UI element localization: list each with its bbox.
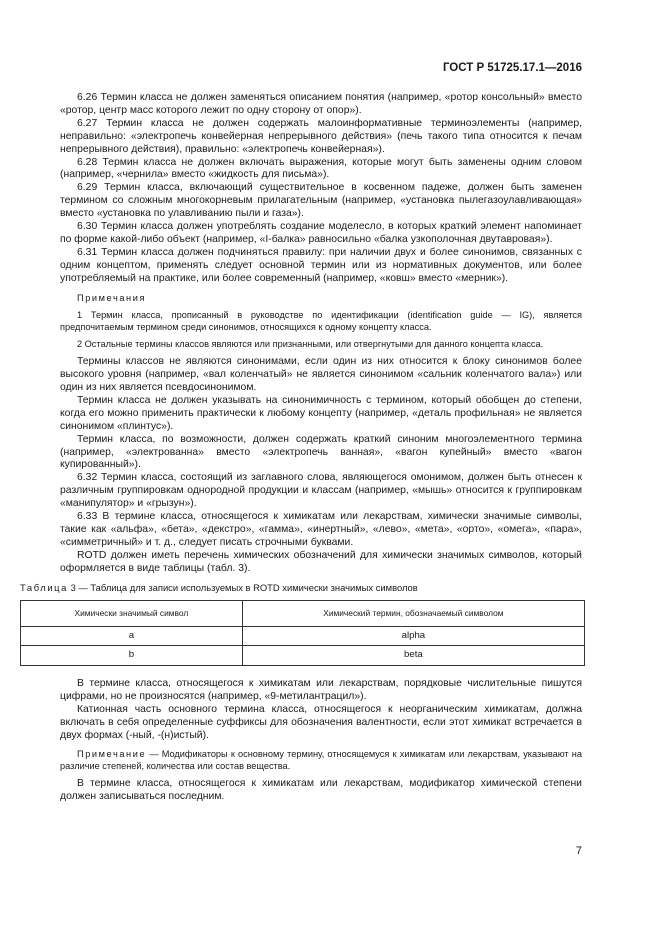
paragraph: 6.30 Термин класса должен употреблять создание моделесло, в которых краткий элемент напоминает по форме какой-либо объект (например, «I-балка» равносильно «балка узкополочная двутавровая»).	[60, 221, 582, 245]
paragraph: В термине класса, относящегося к химикатам или лекарствам, модификатор химической степени должен записываться последним.	[60, 778, 582, 803]
column-header: Химически значимый символ	[21, 600, 243, 626]
paragraph: ROTD должен иметь перечень химических обозначений для химически значимых символов, который оформляется в виде таблицы (табл. 3).	[60, 549, 582, 574]
paragraph: 6.31 Термин класса должен подчиняться правилу: при наличии двух и более синонимов, связанных с одним концептом, применять следует основной термин или из нормативных документов, или более употребляемый на практике, или более современный (например, «ковш» вместо «мерник»).	[60, 246, 582, 284]
table-row	[21, 626, 585, 646]
column-header: Химический термин, обозначаемый символом	[242, 600, 584, 626]
paragraph: 6.26 Термин класса не должен заменяться описанием понятия (например, «ротор консольный» вместо «ротор, центр масс которого лежит по одну сторону от опор»).	[60, 92, 582, 116]
table-cell: alpha	[242, 626, 584, 646]
table-header-row	[21, 600, 585, 626]
paragraph: 6.28 Термин класса не должен включать выражения, которые могут быть заменены одним словом (например, «чернила» вместо «жидкость для письма»).	[60, 156, 582, 181]
paragraph: Катионная часть основного термина класса, относящегося к неорганическим химикатам, должна включать в себя определенные суффиксы для обозначения валентности, если этот химикат встречается в двух формах (-ный, -(н)истый).	[60, 704, 582, 741]
paragraph: Термин класса не должен указывать на синонимичность с термином, который обобщен до степени, когда его можно применить практически к любому концепту (например, «деталь профильная» не является синонимом «плинтус»).	[60, 394, 582, 432]
notes-heading: Примечания	[77, 292, 147, 303]
table-cell: b	[21, 646, 243, 666]
paragraph: В термине класса, относящегося к химикатам или лекарствам, порядковые числительные пишутся цифрами, но не произносятся (например, «9-метилантрацил»).	[60, 678, 582, 703]
document-header: ГОСТ Р 51725.17.1—2016	[442, 62, 582, 74]
paragraph: Термин класса, по возможности, должен содержать краткий синоним многоэлементного термина (например, «электрованна» вместо «электропечь ванная», «вагон купейный» вместо «вагон купированный»).	[60, 433, 582, 471]
table-caption: Таблица 3 — Таблица для записи используемых в ROTD химически значимых символов	[20, 581, 418, 593]
note: 1 Термин класса, прописанный в руководстве по идентификации (identification guide — IG), является предпочитаемым термином среди синонимов, относящихся к одному концепту класса.	[60, 309, 582, 332]
note: 2 Остальные термины классов являются или признанными, или отвергнутыми для данного концепта класса.	[77, 339, 544, 349]
table-cell: a	[21, 626, 243, 646]
paragraph: 6.33 В термине класса, относящегося к химикатам или лекарствам, химически значимые символы, такие как «альфа», «бета», «декстро», «гамма», «инертный», «лево», «мета», «орто», «омега», «пара», «симметричный» и т. д., следует писать строчными буквами.	[60, 511, 582, 548]
note: Примечание — Модификаторы к основному термину, относящемуся к химикатам или лекарствам, указывают на различие степеней, количества или состав вещества.	[60, 748, 582, 772]
paragraph: 6.32 Термин класса, состоящий из заглавного слова, являющегося омонимом, должен быть отнесен к различным группировкам однородной продукции и классам (например, «мышь» относится к группировкам «манипулятор» и «грызун»).	[60, 472, 582, 510]
page-content	[20, 92, 582, 804]
paragraph: 6.29 Термин класса, включающий существительное в косвенном падеже, должен быть заменен термином со сложным многокорневым прилагательным (например, «установка пылегазоулавливающая» вместо «установка по улавливанию пыли и газа»).	[60, 182, 582, 220]
chemical-symbols-table	[20, 600, 585, 667]
table-row	[21, 646, 585, 666]
paragraph: 6.27 Термин класса не должен содержать малоинформативные терминоэлементы (например, неправильно: «электропечь конвейерная непрерывного действия» (печь такого типа относится к печам непрерывного действия), правильно: «электропечь конвейерная»).	[60, 117, 582, 155]
paragraph: Термины классов не являются синонимами, если один из них относится к блоку синонимов более высокого уровня (например, «вал коленчатый» не является синонимом «сальник коленчатого вала») или один из них является псевдосинонимом.	[60, 356, 582, 394]
page-number: 7	[575, 845, 582, 857]
table-cell: beta	[242, 646, 584, 666]
